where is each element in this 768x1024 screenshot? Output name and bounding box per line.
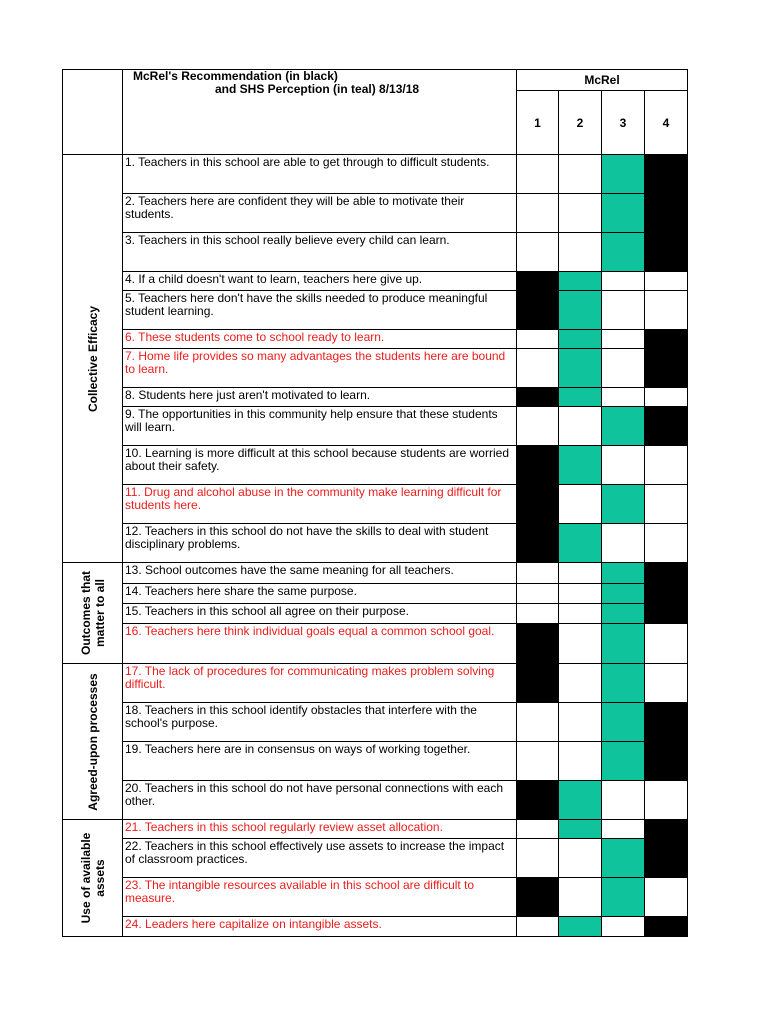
rating-cell: [559, 839, 602, 878]
shs-rating-cell: [602, 155, 645, 194]
rating-cell: [602, 291, 645, 330]
category-label-line2: assets: [92, 859, 107, 897]
rating-cell: [517, 742, 559, 781]
mcrel-rating-cell: [645, 194, 688, 233]
rating-cell: [602, 330, 645, 349]
rating-cell: [517, 233, 559, 272]
rating-cell: [559, 155, 602, 194]
rating-cell: [559, 485, 602, 524]
item-text: 1. Teachers in this school are able to get through to difficult students.: [123, 155, 517, 194]
table-row: [63, 624, 688, 664]
category-cell: [63, 664, 123, 820]
rating-cell: [645, 624, 688, 664]
rating-cell: [559, 624, 602, 664]
item-text: 20. Teachers in this school do not have personal connections with each other.: [123, 781, 517, 820]
rating-cell: [517, 820, 559, 839]
item-text: 3. Teachers in this school really believe every child can learn.: [123, 233, 517, 272]
shs-rating-cell: [602, 878, 645, 917]
table-row: [63, 781, 688, 820]
mcrel-rating-cell: [645, 820, 688, 839]
table-row: [63, 349, 688, 388]
table-row: [63, 664, 688, 703]
rating-cell: [559, 664, 602, 703]
shs-rating-cell: [559, 446, 602, 485]
rating-cell: [602, 446, 645, 485]
shs-rating-cell: [559, 524, 602, 563]
shs-rating-cell: [602, 194, 645, 233]
rating-cell: [645, 664, 688, 703]
rating-cell: [645, 291, 688, 330]
table-row: [63, 584, 688, 604]
rating-cell: [602, 781, 645, 820]
mcrel-rating-cell: [517, 781, 559, 820]
mcrel-rating-cell: [645, 407, 688, 446]
mcrel-rating-cell: [517, 446, 559, 485]
item-text: 17. The lack of procedures for communicating makes problem solving difficult.: [123, 664, 517, 703]
category-label: [79, 833, 107, 924]
rating-cell: [559, 194, 602, 233]
shs-rating-cell: [559, 330, 602, 349]
mcrel-rating-cell: [517, 624, 559, 664]
mcrel-rating-cell: [645, 233, 688, 272]
mcrel-rating-cell: [645, 742, 688, 781]
rating-cell: [517, 584, 559, 604]
item-text: 24. Leaders here capitalize on intangible assets.: [123, 917, 517, 937]
mcrel-rating-cell: [517, 485, 559, 524]
rating-cell: [645, 446, 688, 485]
table-row: [63, 446, 688, 485]
rating-cell: [645, 878, 688, 917]
table-row: [63, 839, 688, 878]
table-row: [63, 563, 688, 584]
shs-rating-cell: [559, 272, 602, 291]
rating-cell: [559, 233, 602, 272]
shs-rating-cell: [602, 584, 645, 604]
rating-cell: [517, 330, 559, 349]
column-header-2: 2: [559, 91, 602, 155]
rating-cell: [559, 563, 602, 584]
rating-cell: [517, 349, 559, 388]
table-row: [63, 917, 688, 937]
item-text: 15. Teachers in this school all agree on their purpose.: [123, 604, 517, 624]
mcrel-rating-cell: [645, 839, 688, 878]
category-label: Collective Efficacy: [85, 305, 100, 412]
table-row: [63, 330, 688, 349]
table-row: [63, 155, 688, 194]
category-label: [79, 571, 107, 655]
shs-rating-cell: [602, 742, 645, 781]
mcrel-rating-cell: [645, 349, 688, 388]
mcrel-rating-cell: [645, 330, 688, 349]
rating-cell: [559, 878, 602, 917]
table-row: [63, 272, 688, 291]
mcrel-rating-cell: [517, 664, 559, 703]
header-title-cell: [123, 70, 517, 155]
item-text: 11. Drug and alcohol abuse in the community make learning difficult for students here.: [123, 485, 517, 524]
shs-rating-cell: [602, 703, 645, 742]
rating-cell: [602, 917, 645, 937]
rating-cell: [517, 703, 559, 742]
table-row: [63, 291, 688, 330]
item-text: 5. Teachers here don't have the skills needed to produce meaningful student learning.: [123, 291, 517, 330]
category-cell: [63, 820, 123, 937]
rating-cell: [517, 194, 559, 233]
item-text: 8. Students here just aren't motivated to learn.: [123, 388, 517, 407]
rating-cell: [602, 820, 645, 839]
item-text: 10. Learning is more difficult at this school because students are worried about their safety.: [123, 446, 517, 485]
shs-rating-cell: [559, 917, 602, 937]
item-text: 13. School outcomes have the same meaning for all teachers.: [123, 563, 517, 584]
mcrel-rating-cell: [517, 272, 559, 291]
shs-rating-cell: [602, 624, 645, 664]
header-title-line1: McRel's Recommendation (in black): [133, 69, 338, 83]
item-text: 2. Teachers here are confident they will be able to motivate their students.: [123, 194, 517, 233]
category-label: Agreed-upon processes: [85, 672, 100, 811]
rating-cell: [645, 781, 688, 820]
column-header-1: 1: [517, 91, 559, 155]
shs-rating-cell: [602, 233, 645, 272]
table-row: [63, 604, 688, 624]
column-header-3: 3: [602, 91, 645, 155]
shs-rating-cell: [602, 839, 645, 878]
shs-rating-cell: [602, 563, 645, 584]
header-corner-cell: [63, 70, 123, 155]
table-row: [63, 407, 688, 446]
table-row: [63, 233, 688, 272]
rating-cell: [517, 604, 559, 624]
mcrel-rating-cell: [645, 604, 688, 624]
mcrel-rating-cell: [517, 388, 559, 407]
mcrel-rating-cell: [645, 563, 688, 584]
table-row: [63, 703, 688, 742]
rating-cell: [602, 524, 645, 563]
shs-rating-cell: [559, 291, 602, 330]
item-text: 9. The opportunities in this community help ensure that these students will learn.: [123, 407, 517, 446]
mcrel-rating-cell: [517, 878, 559, 917]
table-row: [63, 485, 688, 524]
category-label-line2: matter to all: [92, 578, 107, 648]
mcrel-rating-cell: [645, 155, 688, 194]
shs-rating-cell: [602, 485, 645, 524]
shs-rating-cell: [559, 349, 602, 388]
survey-table: [62, 69, 688, 937]
table-row: [63, 194, 688, 233]
item-text: 18. Teachers in this school identify obstacles that interfere with the school's purpose.: [123, 703, 517, 742]
rating-cell: [645, 388, 688, 407]
shs-rating-cell: [602, 664, 645, 703]
rating-cell: [517, 563, 559, 584]
rating-cell: [645, 524, 688, 563]
item-text: 7. Home life provides so many advantages the students here are bound to learn.: [123, 349, 517, 388]
shs-rating-cell: [602, 604, 645, 624]
mcrel-rating-cell: [645, 584, 688, 604]
rating-cell: [559, 604, 602, 624]
column-header-4: 4: [645, 91, 688, 155]
rating-cell: [559, 407, 602, 446]
item-text: 22. Teachers in this school effectively use assets to increase the impact of classroom practices.: [123, 839, 517, 878]
mcrel-rating-cell: [645, 917, 688, 937]
rating-cell: [602, 349, 645, 388]
mcrel-group-header: McRel: [517, 70, 688, 91]
item-text: 4. If a child doesn't want to learn, teachers here give up.: [123, 272, 517, 291]
rating-cell: [559, 742, 602, 781]
table-row: [63, 820, 688, 839]
category-cell: [63, 563, 123, 664]
rating-cell: [517, 839, 559, 878]
table-row: [63, 878, 688, 917]
rating-cell: [645, 272, 688, 291]
rating-cell: [559, 584, 602, 604]
rating-cell: [517, 917, 559, 937]
shs-rating-cell: [559, 781, 602, 820]
mcrel-rating-cell: [517, 524, 559, 563]
shs-rating-cell: [559, 388, 602, 407]
rating-cell: [517, 407, 559, 446]
item-text: 16. Teachers here think individual goals equal a common school goal.: [123, 624, 517, 664]
item-text: 19. Teachers here are in consensus on ways of working together.: [123, 742, 517, 781]
header-title-line2: and SHS Perception (in teal) 8/13/18: [215, 82, 420, 96]
shs-rating-cell: [559, 820, 602, 839]
item-text: 6. These students come to school ready to learn.: [123, 330, 517, 349]
category-label-line1: Use of available: [78, 832, 93, 924]
item-text: 21. Teachers in this school regularly review asset allocation.: [123, 820, 517, 839]
rating-cell: [517, 155, 559, 194]
table-row: [63, 742, 688, 781]
item-text: 14. Teachers here share the same purpose.: [123, 584, 517, 604]
table-row: [63, 388, 688, 407]
rating-cell: [602, 272, 645, 291]
mcrel-rating-cell: [645, 703, 688, 742]
table-row: [63, 524, 688, 563]
category-label-line1: Outcomes that: [78, 570, 93, 656]
rating-cell: [602, 388, 645, 407]
item-text: 23. The intangible resources available in this school are difficult to measure.: [123, 878, 517, 917]
shs-rating-cell: [602, 407, 645, 446]
rating-cell: [645, 485, 688, 524]
rating-cell: [559, 703, 602, 742]
item-text: 12. Teachers in this school do not have the skills to deal with student disciplinary problems.: [123, 524, 517, 563]
mcrel-rating-cell: [517, 291, 559, 330]
category-cell: [63, 155, 123, 563]
